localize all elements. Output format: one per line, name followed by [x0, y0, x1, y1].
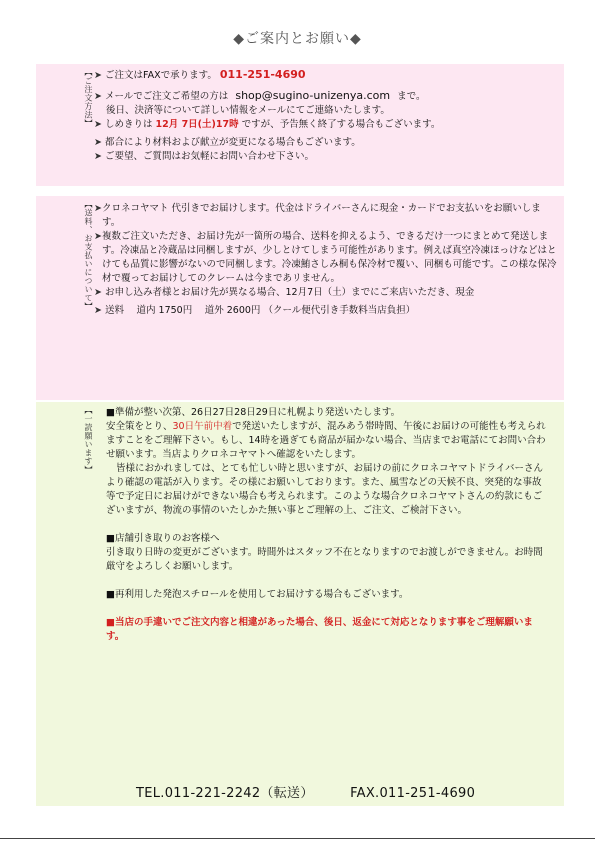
notice-delivery-date: 30日午前中着: [172, 421, 233, 432]
deadline-line: [94, 118, 558, 132]
arrow-icon: ➤: [94, 287, 102, 298]
shipping-different-address: [94, 286, 558, 300]
shipping-payment-text: クロネコヤマト 代引きでお届けします。代金はドライバーさんに現金・カードでお支払いをお願いします。: [101, 203, 541, 228]
email-line-2: 後日、決済等について詳しい情報をメールにてご連絡いたします。: [106, 105, 390, 116]
fax-number: 011-251-4690: [219, 68, 306, 81]
contact-line: [136, 782, 507, 801]
notice-pickup: 引き取り日時の変更がございます。時間外はスタッフ不在となりますのでお渡しができません。お時間厳守をよろしくお願いします。: [106, 547, 543, 572]
shipping-content: [94, 202, 558, 318]
notice-shipping-dates: ■準備が整い次第、26日27日28日29日に札幌より発送いたします。: [106, 407, 401, 418]
contact-fax: FAX.011-251-4690: [350, 786, 476, 801]
notice-delivery-post: で発送いたしますが、混みあう帯時間、午後にお届けの可能性も考えられますことをご理解下さい。もし、14時を過ぎても商品が届かない場合、当店までお電話にてお問い合わせ願います。当店よりクロネコヤマトへ確認をいたします。: [106, 421, 546, 460]
shipping-payment: [94, 202, 558, 230]
order-method-content: [94, 68, 558, 164]
shipping-different-address-text: お申し込み者様とお届け先が異なる場合、12月7日（土）までにご来店いただき、現金: [105, 287, 475, 298]
notice-confirm-call: 皆様におかれましては、とても忙しい時と思いますが、お届けの前にクロネコヤマトドライバーさんより確認の電話が入ります。その様にお願いしております。また、風雪などの天候不良、突発的な事故等で予定日にお届けができない場合も考えられます。このような場合クロネコヤマトさんの約款にもございますが、物流の事情のいたしかた無い事とご理解の上、ご注文、ご検討下さい。: [106, 463, 544, 516]
page-title: ◆ご案内とお願い◆: [233, 31, 362, 47]
note-menu-change-text: 都合により材料および献立が変更になる場合もございます。: [105, 137, 361, 148]
notice-side-label: 【一読願います】: [84, 406, 93, 474]
email-line: [94, 89, 558, 104]
notice-delivery-time: [106, 420, 550, 462]
order-method-panel: [36, 64, 564, 186]
arrow-icon: ➤: [94, 203, 102, 214]
note-inquiry-text: ご要望、ご質問はお気軽にお問い合わせ下さい。: [105, 151, 315, 162]
notice-refund: ■当店の手違いでご注文内容と相違があった場合、後日、返金にて対応となります事をご理解願います。: [106, 617, 533, 642]
shipping-fee: [94, 304, 558, 318]
note-menu-change: [94, 136, 558, 150]
arrow-icon: ➤: [94, 91, 102, 102]
deadline-pre: しめきりは: [105, 119, 153, 130]
notice-panel: [36, 402, 564, 806]
footer-divider: [0, 838, 595, 839]
shipping-bundle: [94, 230, 558, 286]
deadline-date: 12月 7日(土)17時: [155, 119, 239, 130]
deadline-post: ですが、予告無く終了する場合もございます。: [241, 119, 441, 130]
notice-reuse: ■再利用した発泡スチロールを使用してお届けする場合もございます。: [106, 589, 409, 600]
arrow-icon: ➤: [94, 137, 102, 148]
fax-line: [94, 68, 558, 83]
email-address[interactable]: shop@sugino-unizenya.com: [235, 89, 391, 102]
order-method-side-label: 【ご注文方法】: [84, 68, 93, 128]
shipping-fee-text: 送料 道内 1750円 道外 2600円 （クール便代引き手数料当店負担）: [105, 305, 416, 316]
arrow-icon: ➤: [94, 151, 102, 162]
shipping-panel: [36, 196, 564, 400]
email-line-post: まで。: [397, 91, 426, 102]
notice-content: [106, 406, 550, 644]
arrow-icon: ➤: [94, 305, 102, 316]
email-line-pre: メールでご注文ご希望の方は: [105, 91, 229, 102]
arrow-icon: ➤: [94, 231, 102, 242]
arrow-icon: ➤: [94, 119, 102, 130]
shipping-bundle-text: 複数ご注文いただき、お届け先が一箇所の場合、送料を抑えるよう、できるだけ一つにまとめて発送します。冷凍品と冷蔵品は同梱しますが、少しとけてしまう可能性があります。例えば真空冷凍ほっけなどはとけても品質に影響がないので同梱します。冷凍鮪さしみ桐も保冷材で覆い、同梱も可能です。この様な保冷材で覆ってお届けしてのクレームは今まであリません。: [101, 231, 557, 284]
fax-label: ご注文はFAXで承ります。: [105, 70, 217, 81]
contact-tel: TEL.011-221-2242（転送）: [136, 786, 314, 801]
shipping-side-label: 【送料、お支払いについて】: [84, 200, 93, 311]
notice-delivery-pre: 安全策をとり、: [106, 421, 173, 432]
note-inquiry: [94, 150, 558, 164]
arrow-icon: ➤: [94, 70, 102, 81]
notice-pickup-head: ■店舗引き取りのお客様へ: [106, 533, 220, 544]
